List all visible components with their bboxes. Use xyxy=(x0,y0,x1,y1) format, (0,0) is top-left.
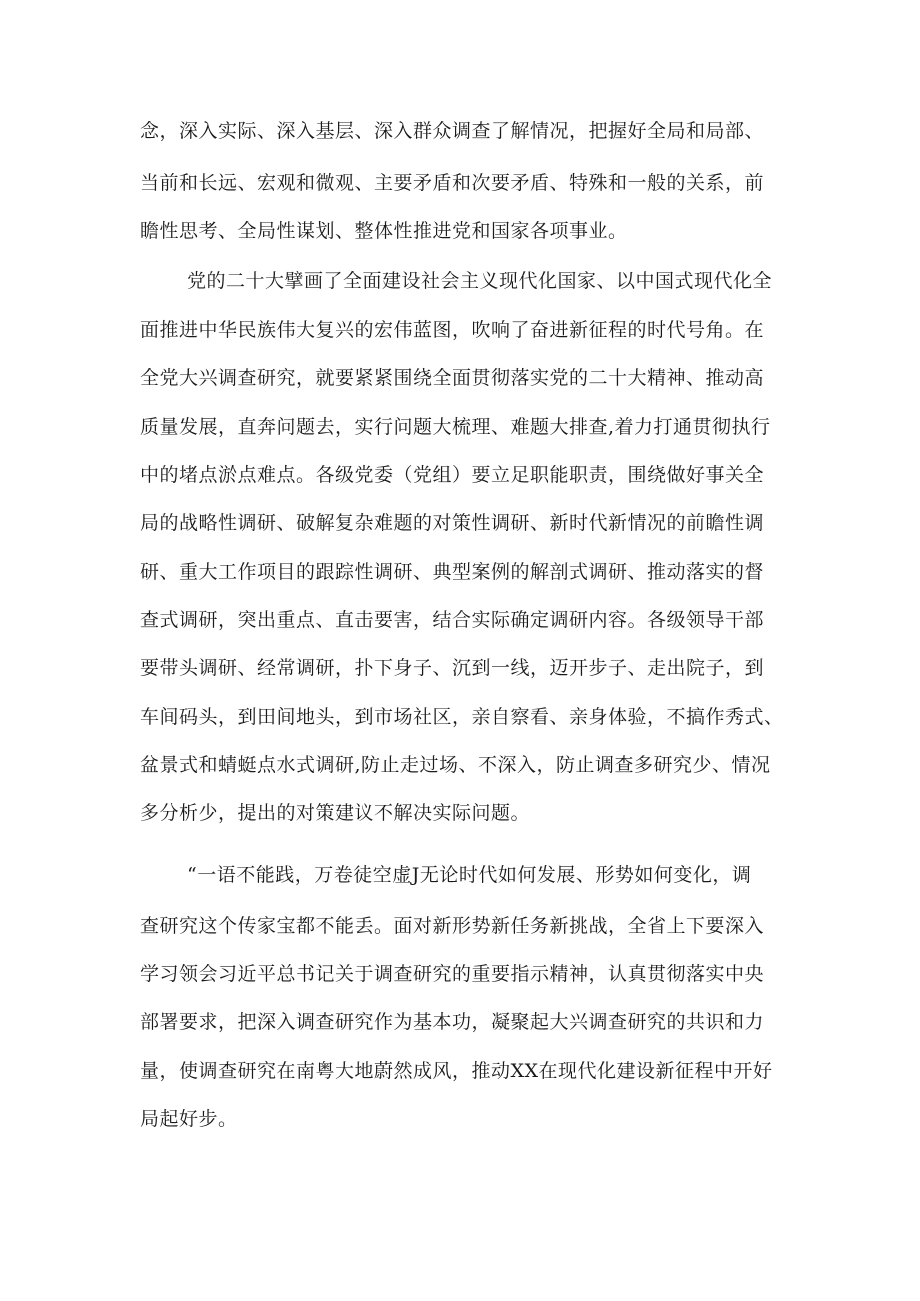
paragraph-2-line-7: 研、重大工作项目的跟踪性调研、典型案例的解剖式调研、推动落实的督 xyxy=(140,561,765,583)
paragraph-2-line-12: 多分析少，提出的对策建议不解决实际问题。 xyxy=(140,802,531,824)
paragraph-2-line-9: 要带头调研、经常调研，扑下身子、沉到一线，迈开步子、走出院子，到 xyxy=(140,657,765,679)
paragraph-2-line-4: 质量发展，直奔问题去，实行问题大梳理、难题大排查,着力打通贯彻执行 xyxy=(140,416,771,438)
paragraph-1-line-2: 当前和长远、宏观和微观、主要矛盾和次要矛盾、特殊和一般的关系，前 xyxy=(140,172,765,194)
paragraph-1-line-3: 瞻性思考、全局性谋划、整体性推进党和国家各项事业。 xyxy=(140,220,628,242)
paragraph-2-line-8: 查式调研，突出重点、直击要害，结合实际确定调研内容。各级领导干部 xyxy=(140,609,765,631)
paragraph-3-line-6: 局起好步。 xyxy=(140,1108,238,1130)
paragraph-3-line-5: 量，使调查研究在南粤大地蔚然成风，推动XX在现代化建设新征程中开好 xyxy=(140,1060,773,1082)
paragraph-3-line-2: 查研究这个传家宝都不能丢。面对新形势新任务新挑战，全省上下要深入 xyxy=(140,915,765,937)
paragraph-2-line-2: 面推进中华民族伟大复兴的宏伟蓝图，吹响了奋进新征程的时代号角。在 xyxy=(140,319,765,341)
paragraph-3-line-1: “一语不能践，万卷徒空虚J无论时代如何发展、形势如何变化，调 xyxy=(187,864,752,886)
paragraph-1-line-1: 念，深入实际、深入基层、深入群众调查了解情况，把握好全局和局部、 xyxy=(140,120,765,142)
paragraph-3-line-4: 部署要求，把深入调查研究作为基本功，凝聚起大兴调查研究的共识和力 xyxy=(140,1011,765,1033)
paragraph-2-line-10: 车间码头，到田间地头，到市场社区，亲自察看、亲身体验，不搞作秀式、 xyxy=(140,706,784,728)
paragraph-2-line-1: 党的二十大擘画了全面建设社会主义现代化国家、以中国式现代化全 xyxy=(187,270,773,292)
paragraph-2-line-11: 盆景式和蜻蜓点水式调研,防止走过场、不深入，防止调查多研究少、情况 xyxy=(140,754,771,776)
paragraph-2-line-3: 全党大兴调查研究，就要紧紧围绕全面贯彻落实党的二十大精神、推动高 xyxy=(140,367,765,389)
paragraph-3-line-3: 学习领会习近平总书记关于调查研究的重要指示精神，认真贯彻落实中央 xyxy=(140,963,765,985)
paragraph-2-line-6: 局的战略性调研、破解复杂难题的对策性调研、新时代新情况的前瞻性调 xyxy=(140,512,765,534)
paragraph-2-line-5: 中的堵点淤点难点。各级党委（党组）要立足职能职责，围绕做好事关全 xyxy=(140,464,765,486)
